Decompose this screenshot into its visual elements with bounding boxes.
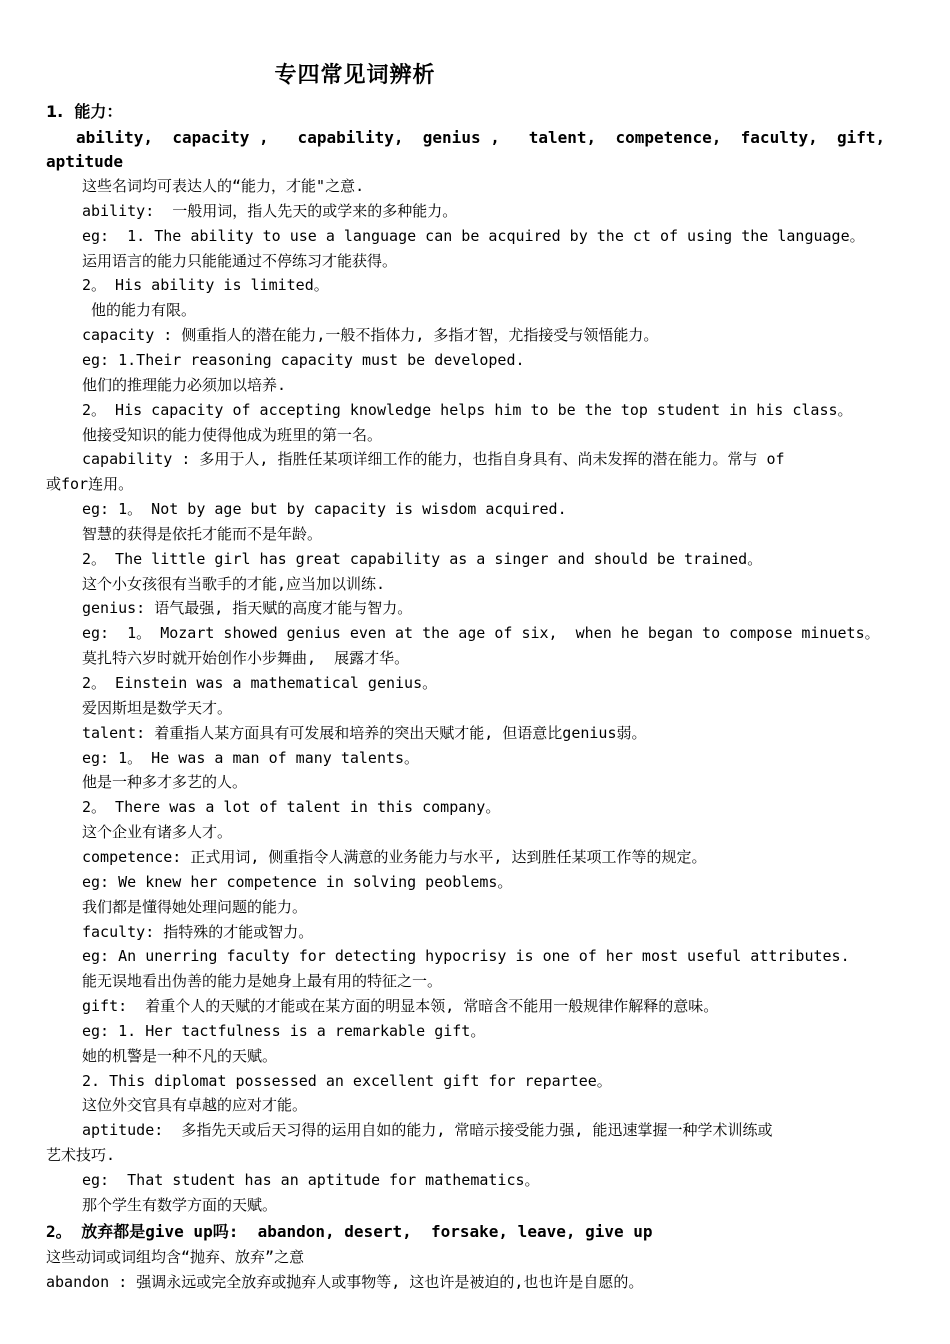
body-line: 2。 His ability is limited。 <box>82 276 329 294</box>
body-line: 那个学生有数学方面的天赋。 <box>82 1196 278 1214</box>
body-line: 能无误地看出伪善的能力是她身上最有用的特征之一。 <box>82 972 443 990</box>
body-line: 他接受知识的能力使得他成为班里的第一名。 <box>82 426 383 444</box>
body-line: gift: 着重个人的天赋的才能或在某方面的明显本领, 常暗含不能用一般规律作解释的意味。 <box>82 997 719 1015</box>
body-line: genius: 语气最强, 指天赋的高度才能与智力。 <box>82 599 413 617</box>
body-line: eg: 1. Her tactfulness is a remarkable gift。 <box>82 1022 486 1040</box>
body-line: 他的能力有限。 <box>82 301 197 319</box>
section-1-heading: 1. 能力： <box>46 102 123 121</box>
section-1-word-list: ability, capacity , capability, genius , talent, competence, faculty, gift, <box>76 128 886 147</box>
body-line: 莫扎特六岁时就开始创作小步舞曲, 展露才华。 <box>82 649 410 667</box>
body-line: eg: That student has an aptitude for mathematics。 <box>82 1171 540 1189</box>
body-line: 艺术技巧. <box>46 1146 116 1164</box>
body-line: 智慧的获得是依托才能而不是年龄。 <box>82 525 323 543</box>
body-line: capability : 多用于人, 指胜任某项详细工作的能力，也指自身具有、尚未发挥的潜在能力。常与 of <box>82 450 785 468</box>
body-line: 他们的推理能力必须加以培养. <box>82 376 287 394</box>
section-2-heading: 2。 放弃都是give up吗: abandon, desert, forsake, leave, give up <box>46 1222 653 1241</box>
body-line: faculty: 指特殊的才能或智力。 <box>82 923 314 941</box>
page-title: 专四常见词辨析 <box>274 63 436 88</box>
body-line: eg: 1。 He was a man of many talents。 <box>82 749 420 767</box>
section-1-word-list-cont: aptitude <box>46 152 124 171</box>
body-line: ability: 一般用词，指人先天的或学来的多种能力。 <box>82 202 458 220</box>
body-line: 或for连用。 <box>46 475 134 493</box>
body-line: 爱因斯坦是数学天才。 <box>82 699 233 717</box>
body-line: 这位外交官具有卓越的应对才能。 <box>82 1096 308 1114</box>
body-line: 这个企业有诸多人才。 <box>82 823 233 841</box>
body-line: talent: 着重指人某方面具有可发展和培养的突出天赋才能, 但语意比genius弱。 <box>82 724 647 742</box>
body-line: eg: An unerring faculty for detecting hypocrisy is one of her most useful attributes. <box>82 947 850 965</box>
body-line: aptitude: 多指先天或后天习得的运用自如的能力, 常暗示接受能力强, 能迅速掌握一种学术训练或 <box>82 1121 773 1139</box>
body-line: competence: 正式用词, 侧重指令人满意的业务能力与水平, 达到胜任某项工作等的规定。 <box>82 848 707 866</box>
body-line: 运用语言的能力只能能通过不停练习才能获得。 <box>82 252 398 270</box>
body-line: 2. This diplomat possessed an excellent gift for repartee。 <box>82 1072 612 1090</box>
body-line: eg: 1。 Mozart showed genius even at the age of six, when he began to compose minuets。 <box>82 624 880 642</box>
body-line: 2。 There was a lot of talent in this company。 <box>82 798 501 816</box>
body-line: eg: We knew her competence in solving peoblems。 <box>82 873 513 891</box>
body-line: 他是一种多才多艺的人。 <box>82 773 248 791</box>
body-line: abandon : 强调永远或完全放弃或抛弃人或事物等, 这也许是被迫的,也也许是自愿的。 <box>46 1273 644 1291</box>
body-line: 这些动词或词组均含“抛弃、放弃”之意 <box>46 1248 305 1266</box>
body-line: 她的机警是一种不凡的天赋。 <box>82 1047 278 1065</box>
body-line: eg: 1. The ability to use a language can be acquired by the ct of using the language。 <box>82 227 865 245</box>
body-line: 我们都是懂得她处理问题的能力。 <box>82 898 308 916</box>
body-line: 2。 The little girl has great capability as a singer and should be trained。 <box>82 550 763 568</box>
body-line: eg: 1。 Not by age but by capacity is wisdom acquired. <box>82 500 567 518</box>
body-line: 这个小女孩很有当歌手的才能,应当加以训练. <box>82 575 386 593</box>
body-line: 2。 His capacity of accepting knowledge helps him to be the top student in his class。 <box>82 401 853 419</box>
body-line: capacity : 侧重指人的潜在能力,一般不指体力, 多指才智，尤指接受与领悟能力。 <box>82 326 659 344</box>
body-line: 这些名词均可表达人的“能力，才能"之意. <box>82 177 365 195</box>
body-line: 2。 Einstein was a mathematical genius。 <box>82 674 438 692</box>
body-line: eg: 1.Their reasoning capacity must be developed. <box>82 351 525 369</box>
